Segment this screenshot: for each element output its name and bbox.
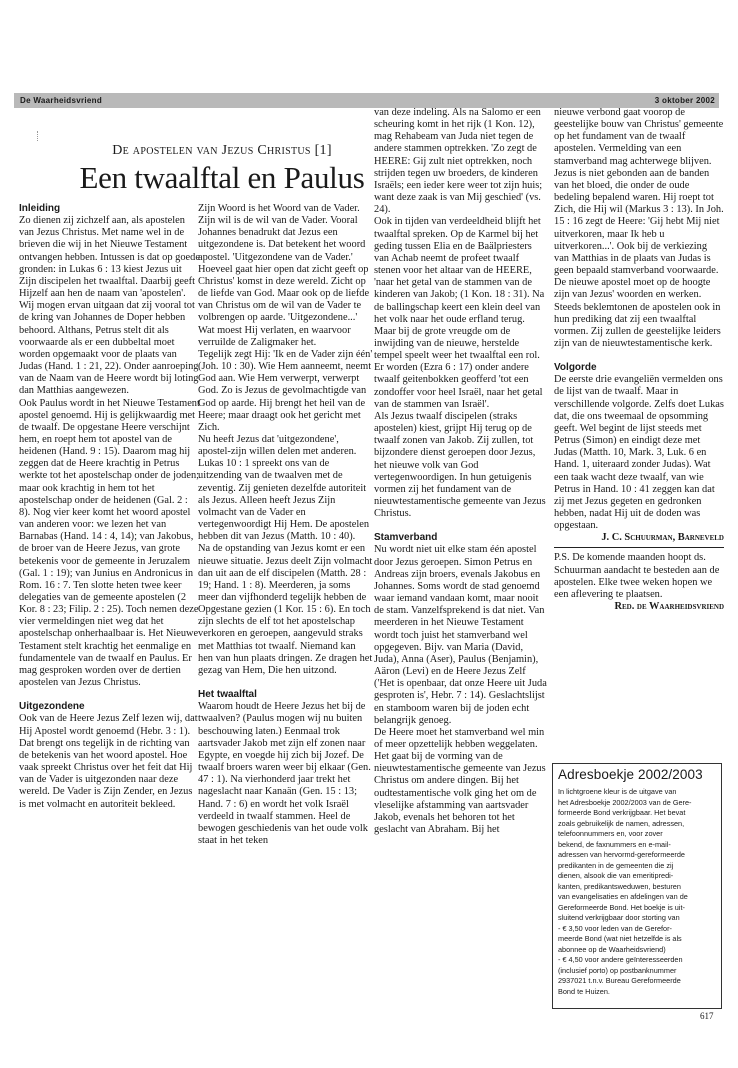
paragraph: Zijn Woord is het Woord van de Vader. Zijn wil is de wil van de Vader. Vooral Johannes benadrukt dat Jezus een uitgezondene is. Dat betekent het woord apostel. 'Uitgezondene van de Vader.' Hoeveel gaat hier open dat zicht geeft op Christus' komst in deze wereld. Zicht op de liefde van God. Maar ook op de liefde van Christus om de wil van de Vader te volbrengen op aarde. 'Uitgezondene...' Wat moest Hij verlaten, en waarvoor verruilde de Zaligmaker het. xyxy=(198,203,370,348)
sidebar-line: formeerde Bond verkrijgbaar. Het bevat xyxy=(558,808,686,817)
paragraph: Ook van de Heere Jezus Zelf lezen wij, dat Hij Apostel wordt genoemd (Hebr. 3 : 1). Dat brengt ons tegelijk in de richting van de betekenis van het woord apostel. Hoe vaak spreekt Christus over het feit dat Hij van de Vader is uitgezonden naar deze wereld. De Vader is Zijn Zender, en Jezus is met volmacht en autoriteit bekleed. xyxy=(19,713,198,810)
sidebar-line: sluitend verkrijgbaar door storting van xyxy=(558,913,680,922)
section-heading: Stamverband xyxy=(374,532,438,544)
column-2 xyxy=(198,203,373,847)
divider xyxy=(554,547,724,548)
paragraph: Ook Paulus wordt in het Nieuwe Testament apostel genoemd. Hij is gelijkwaardig met de twaalf. De opgestane Heere verschijnt hem, en roept hem tot apostel van de heidenen (Hand. 9 : 15). Daarom mag hij zeggen dat de Heere krachtig in Petrus werkte tot het apostelschap onder de joden; maar ook krachtig in hem tot het apostelschap onder de heidenen (Gal. 2 : 8). Nog vier keer komt het woord apostel van anderen voor: we lezen het van Barnabas (Hand. 14 : 4, 14); van Jakobus, de broer van de Heere Jezus, van grote betekenis voor de gemeente in Jeruzalem (Gal. 1 : 19); van Junius en Andronicus in Rom. 16 : 7. Ten slotte heten twee keer delegaties van de gemeente apostelen (2 Kor. 8 : 23; Filip. 2 : 25). Toch nemen deze vier vermeldingen niet weg dat het apostelschap onherhaalbaar is. Het Nieuwe Testament stelt krachtig het eenmalige en fundamentele van de twaalf en Paulus. Er mag gesproken worden over de dertien apostelen van Jezus Christus. xyxy=(19,397,200,689)
spacer xyxy=(19,689,201,699)
section-heading: Volgorde xyxy=(554,362,597,374)
paragraph: Waarom houdt de Heere Jezus het bij de twaalven? (Paulus mogen wij nu buiten beschouwing laten.) Eenmaal trok aartsvader Jakob met zijn elf zonen naar Egypte, en voegde hij zich bij Jozef. De twaalf broers waren weer bij elkaar (Gen. 47 : 1). Na vierhonderd jaar trekt het nageslacht naar Kanaän (Gen. 15 : 13; Hand. 7 : 6) en wordt het volk Israël verdeeld in twaalf stammen. Heel de bewogen geschiedenis van het oude volk staat in het teken xyxy=(198,701,371,846)
section-heading: Inleiding xyxy=(19,203,61,214)
article-kicker: De apostelen van Jezus Christus [1] xyxy=(112,143,332,158)
sidebar-line: - € 3,50 voor leden van de Gerefor- xyxy=(558,923,672,933)
sidebar-body xyxy=(558,787,716,997)
paragraph: Als Jezus twaalf discipelen (straks apostelen) kiest, grijpt Hij terug op de twaalf zonen van Jakob. Zij zullen, tot bijzondere dienst geroepen door Jezus, het nieuwe volk van God vertegenwoordigen. In hun getuigenis vormen zij het fundament van de nieuwtestamentische gemeente van Jezus Christus. xyxy=(374,410,546,520)
paragraph: P.S. De komende maanden hoopt ds. Schuurman aandacht te besteden aan de apostelen. Elke twee weken hopen we een aflevering te plaatsen. xyxy=(554,552,720,600)
header-bar xyxy=(14,93,719,108)
sidebar-line: telefoonnummers en, voor zover xyxy=(558,829,663,838)
page-number: 617 xyxy=(700,1011,714,1021)
sidebar-line: Gereformeerde Bond. Het boekje is uit- xyxy=(558,902,685,912)
paragraph: Zo dienen zij zichzelf aan, als apostelen van Jezus Christus. Met name wel in de brieven die wij in het Nieuwe Testament ontvangen hebben. Intussen is dat op goede gronden: in Lukas 6 : 13 kiest Jezus uit Zijn discipelen het twaalftal. Daarbij geeft Hijzelf aan hen de naam van 'apostelen'. Wij mogen ervan uitgaan dat zij vooral tot de kring van Johannes de Doper hebben behoord. Althans, Petrus stelt dit als voorwaarde als er een dubbeltal moet worden opgemaakt voor de plaats van Judas (Hand. 1 : 21, 22). Onder aanroeping van de Naam van de Heere wordt bij loting dan Matthias aangewezen. xyxy=(19,215,200,397)
sidebar-line: predikanten in de gemeenten die zij xyxy=(558,860,674,870)
paragraph: Nu wordt niet uit elke stam één apostel door Jezus geroepen. Simon Petrus en Andreas zijn broers, evenals Jakobus en Johannes. Soms wordt de stad genoemd waar iemand vandaan komt, maar nooit de stam. Vanzelfsprekend is dat niet. Van meerderen in het Nieuwe Testament wordt toch juist het stamverband wel opgegeven. Bijv. van Maria (David, Juda), Anna (Aser), Paulus (Benjamin), Aäron (Levi) en de Heere Jezus Zelf ('Het is openbaar, dat onze Heere uit Juda gesproten is', Hebr. 7 : 14). Geslachtslijst en stamboom waren bij de joden echt belangrijk genoeg. xyxy=(374,544,547,726)
section-heading: Het twaalftal xyxy=(198,689,257,701)
sidebar-line: dienen, alsook die van emeritipredi- xyxy=(558,871,674,880)
paragraph: Tegelijk zegt Hij: 'Ik en de Vader zijn één' (Joh. 10 : 30). Wie Hem aanneemt, neemt God aan. Wie Hem verwerpt, verwerpt God. Zo is Jezus de gevolmachtigde van God op aarde. Hij brengt het heil van de Heere; maar draagt ook het gericht met Zich. xyxy=(198,348,373,433)
spacer xyxy=(554,350,724,360)
spacer xyxy=(374,520,548,530)
sidebar-line: abonnee op de Waarheidsvriend) xyxy=(558,944,666,954)
sidebar-line: het Adresboekje 2002/2003 van de Gere- xyxy=(558,797,692,807)
column-3 xyxy=(374,107,548,836)
author-signature: J. C. Schuurman, Barneveld xyxy=(601,532,724,544)
issue-date: 3 oktober 2002 xyxy=(654,96,715,105)
paragraph: nieuwe verbond gaat voorop de geestelijke bouw van Christus' gemeente op het fundament van de twaalf apostelen. Vermelding van een stamverband mag achterwege blijven. Jezus is niet gebonden aan de banden van het bloed, die onder de oude bedeling bepalend waren. Hij roept tot Zich, die Hij wil (Markus 3 : 13). In Joh. 15 : 16 zegt de Heere: 'Gij hebt Mij niet uitverkoren, maar Ik heb u uitverkoren...'. Ook bij de verkiezing van Matthias in de plaats van Judas is geen bepaald stamverband voorwaarde. De nieuwe apostel moet op de hoogte zijn van Jezus' woorden en werken. Steeds beklemtonen de apostelen ook in hun prediking dat zij een twaalftal vormen. Zij zullen de geestelijke leiders zijn van de nieuwtestamentische kerk. xyxy=(554,107,724,349)
column-4 xyxy=(554,107,724,613)
paragraph: van deze indeling. Als na Salomo er een scheuring komt in het rijk (1 Kon. 12), mag Rehabeam van Juda niet tegen de andere stammen optrekken. 'Zo zegt de HEERE: Gij zult niet optrekken, noch strijden tegen uw broeders, de kinderen Israëls; een ieder kere weer tot zijn huis; want deze zaak is van Mij geschied' (vs. 24). xyxy=(374,107,543,216)
article-title: Een twaalftal en Paulus xyxy=(79,160,365,195)
sidebar-title: Adresboekje 2002/2003 xyxy=(558,767,703,782)
section-heading: Uitgezondene xyxy=(19,701,85,713)
sidebar-line: van evangelisaties en afdelingen van de xyxy=(558,892,688,901)
sidebar-line: 2937021 t.n.v. Bureau Gereformeerde xyxy=(558,976,681,985)
sidebar-line: bekend, de faxnummers en e-mail- xyxy=(558,839,671,849)
sidebar-line: (inclusief porto) op postbanknummer xyxy=(558,965,677,975)
sidebar-line: In lichtgroene kleur is de uitgave van xyxy=(558,787,677,796)
sidebar-line: kanten, predikantsweduwen, besturen xyxy=(558,881,681,891)
paragraph: Ook in tijden van verdeeldheid blijft het twaalftal spreken. Op de Karmel bij het geding tussen Elia en de Baälpriesters van Achab neemt de profeet twaalf stenen voor het altaar van de HEERE, 'naar het getal van de stammen van de kinderen van Jakob; (1 Kon. 18 : 31). Na de ballingschap keert een klein deel van het volk naar het oude erfland terug. Maar bij de grote vreugde om de inwijding van de nieuwe, herstelde tempel speelt weer het twaalftal een rol. Er worden (Ezra 6 : 17) onder andere twaalf geitenbokken geofferd 'tot een zondoffer voor heel Israël, naar het getal van de stammen van Israël'. xyxy=(374,216,545,410)
sidebar-box xyxy=(552,763,722,1009)
sidebar-line: Bond te Huizen. xyxy=(558,986,610,996)
paragraph: Na de opstanding van Jezus komt er een nieuwe situatie. Jezus deelt Zijn volmacht dan uit aan de elf discipelen (Matth. 28 : 19; Hand. 1 : 8). Meerderen, ja soms meer dan vijfhonderd tegelijk hebben de Opgestane gezien (1 Kor. 15 : 6). En toch zijn slechts de elf tot het apostelschap verkoren en geroepen, aangevuld straks met Matthias tot twaalf. Niemand kan hen van hun plaats dringen. Ze dragen het gezag van Hem, Die hen uitzond. xyxy=(198,543,373,676)
margin-mark xyxy=(37,131,39,141)
sidebar-line: - € 4,50 voor andere geïnteresseerden xyxy=(558,955,683,964)
spacer xyxy=(198,677,373,687)
sidebar-line: meerde Bond (wat niet hetzelfde is als xyxy=(558,934,682,943)
sidebar-line: adressen van hervormd-gereformeerde xyxy=(558,850,685,859)
sidebar-line: zoals gebruikelijk de namen, adressen, xyxy=(558,818,685,828)
publication-name: De Waarheidsvriend xyxy=(20,96,103,105)
paragraph: De eerste drie evangeliën vermelden ons de lijst van de twaalf. Maar in verschillende volgorde. Zelfs doet Lukas dat, die ons tweemaal de opsomming geeft. Wel begint de lijst steeds met Petrus (Simon) en eindigt deze met Judas (Matth. 10, Mark. 3, Luk. 6 en Hand. 1, uiteraard zonder Judas). Wat een taak wacht deze twaalf, van wie Petrus in Hand. 10 : 41 zeggen kan dat zij met Jezus gegeten en gedronken hebben, nadat Hij uit de doden was opgestaan. xyxy=(554,374,724,532)
paragraph: De Heere moet het stamverband wel min of meer opzettelijk hebben weggelaten. Het gaat bij de vorming van de nieuwtestamentische gemeente van Jezus Christus om andere dingen. Bij het oudtestamentische volk ging het om de vleselijke afstamming van aartsvader Jakob, evenals het behoren tot het geslacht van Abraham. Bij het xyxy=(374,726,546,836)
author-signature: Red. de Waarheidsvriend xyxy=(614,601,724,613)
paragraph: Nu heeft Jezus dat 'uitgezondene', apostel-zijn willen delen met anderen. Lukas 10 : 1 spreekt ons van de uitzending van de twaalven met de zeventig. Zij genieten dezelfde autoriteit als Jezus. Alleen heeft Jezus Zijn volmacht van de Vader en vertegenwoordigt Hij Hem. De apostelen hebben dit van Jezus (Matth. 10 : 40). xyxy=(198,433,370,543)
column-1 xyxy=(19,203,201,811)
